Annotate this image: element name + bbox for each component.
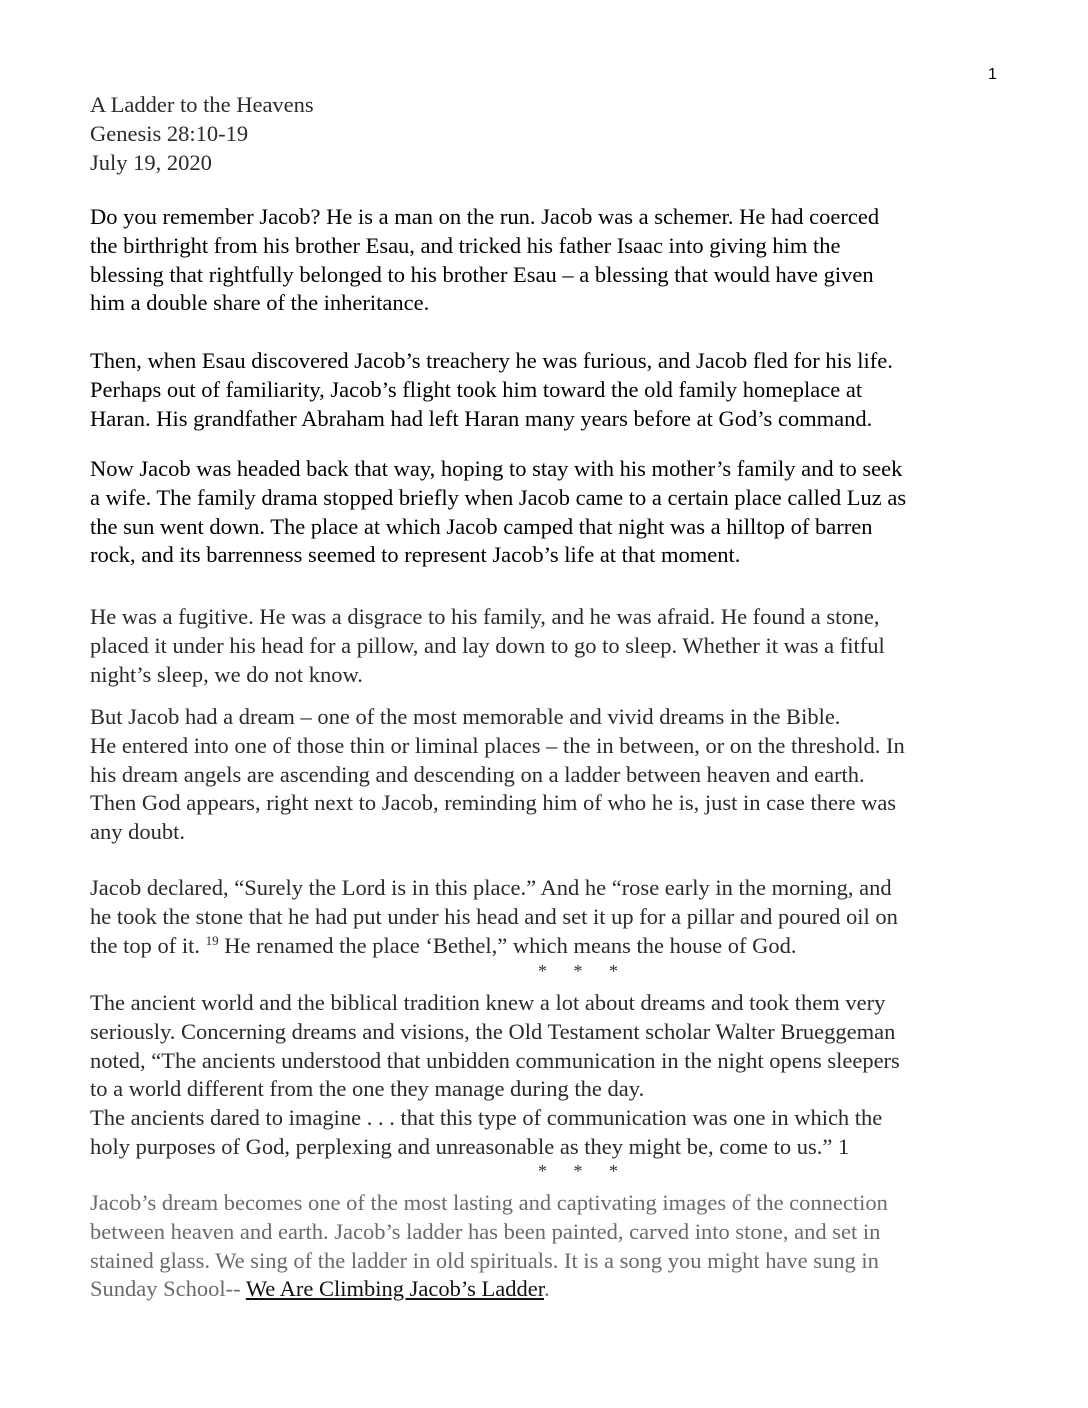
text-line: seriously. Concerning dreams and visions, the Old Testament scholar Walter Brueggeman: [90, 1018, 896, 1044]
paragraph-4: [90, 603, 1000, 689]
text-line: The ancient world and the biblical tradition knew a lot about dreams and took them very: [90, 990, 886, 1015]
text-line: to a world different from the one they manage during the day.: [90, 1076, 645, 1102]
text-segment: .: [543, 1276, 550, 1302]
text-line: the sun went down. The place at which Jacob camped that night was a hilltop of barren: [90, 513, 873, 539]
text-line: Perhaps out of familiarity, Jacob’s flight took him toward the old family homeplace at: [90, 376, 863, 402]
text-segment: Sunday School--: [90, 1276, 246, 1302]
text-line: Haran. His grandfather Abraham had left Haran many years before at God’s command.: [90, 405, 873, 431]
text-line: But Jacob had a dream – one of the most memorable and vivid dreams in the Bible.: [90, 704, 841, 729]
text-line: The ancients dared to imagine . . . that this type of communication was one in which the: [90, 1105, 883, 1131]
text-line: he took the stone that he had put under his head and set it up for a pillar and poured oil on: [90, 903, 898, 929]
text-line: [90, 932, 1000, 961]
text-line: Now Jacob was headed back that way, hoping to stay with his mother’s family and to seek: [90, 456, 903, 481]
paragraph-7: [90, 989, 1000, 1162]
text-segment: He renamed the place ‘Bethel,” which means the house of God.: [218, 932, 797, 958]
verse-number: 19: [205, 932, 219, 948]
song-title-link[interactable]: We Are Climbing Jacob’s Ladder: [245, 1276, 544, 1302]
section-divider: * * *: [538, 1161, 618, 1181]
page-number: 1: [988, 66, 997, 83]
paragraph-1: [90, 203, 1000, 318]
text-line: Do you remember Jacob? He is a man on the run. Jacob was a schemer. He had coerced: [90, 204, 880, 229]
sermon-date: July 19, 2020: [90, 150, 212, 175]
sermon-header: [90, 90, 314, 177]
text-line: Then God appears, right next to Jacob, reminding him of who he is, just in case there was: [90, 790, 897, 816]
text-line: Then, when Esau discovered Jacob’s treachery he was furious, and Jacob fled for his life.: [90, 348, 893, 373]
text-line: He was a fugitive. He was a disgrace to his family, and he was afraid. He found a stone,: [90, 604, 880, 629]
text-line: his dream angels are ascending and descending on a ladder between heaven and earth.: [90, 761, 865, 787]
text-segment: the top of it.: [90, 932, 206, 958]
text-line: [90, 1275, 1000, 1304]
text-line: between heaven and earth. Jacob’s ladder has been painted, carved into stone, and set in: [90, 1218, 881, 1244]
text-line: rock, and its barrenness seemed to represent Jacob’s life at that moment.: [90, 542, 741, 568]
text-line: holy purposes of God, perplexing and unreasonable as they might be, come to us.” 1: [90, 1133, 850, 1159]
text-line: blessing that rightfully belonged to his brother Esau – a blessing that would have given: [90, 261, 874, 287]
sermon-title: A Ladder to the Heavens: [90, 92, 314, 117]
text-line: Jacob’s dream becomes one of the most lasting and captivating images of the connection: [90, 1190, 888, 1215]
paragraph-2: [90, 347, 1000, 433]
text-line: He entered into one of those thin or liminal places – the in between, or on the threshold. In: [90, 732, 905, 758]
paragraph-8: [90, 1189, 1000, 1304]
text-line: stained glass. We sing of the ladder in old spirituals. It is a song you might have sung in: [90, 1247, 879, 1273]
text-line: night’s sleep, we do not know.: [90, 661, 363, 687]
paragraph-3: [90, 455, 1000, 570]
text-line: placed it under his head for a pillow, and lay down to go to sleep. Whether it was a fitful: [90, 632, 885, 658]
paragraph-5: [90, 703, 1000, 847]
text-line: a wife. The family drama stopped briefly when Jacob came to a certain place called Luz as: [90, 484, 907, 510]
section-divider: * * *: [538, 961, 618, 981]
text-line: him a double share of the inheritance.: [90, 290, 430, 316]
scripture-reference: Genesis 28:10-19: [90, 121, 249, 146]
text-line: any doubt.: [90, 819, 185, 845]
text-line: the birthright from his brother Esau, and tricked his father Isaac into giving him the: [90, 232, 841, 258]
paragraph-6: [90, 874, 1000, 960]
text-line: noted, “The ancients understood that unbidden communication in the night opens sleepers: [90, 1047, 900, 1073]
text-line: Jacob declared, “Surely the Lord is in this place.” And he “rose early in the morning, and: [90, 875, 892, 900]
